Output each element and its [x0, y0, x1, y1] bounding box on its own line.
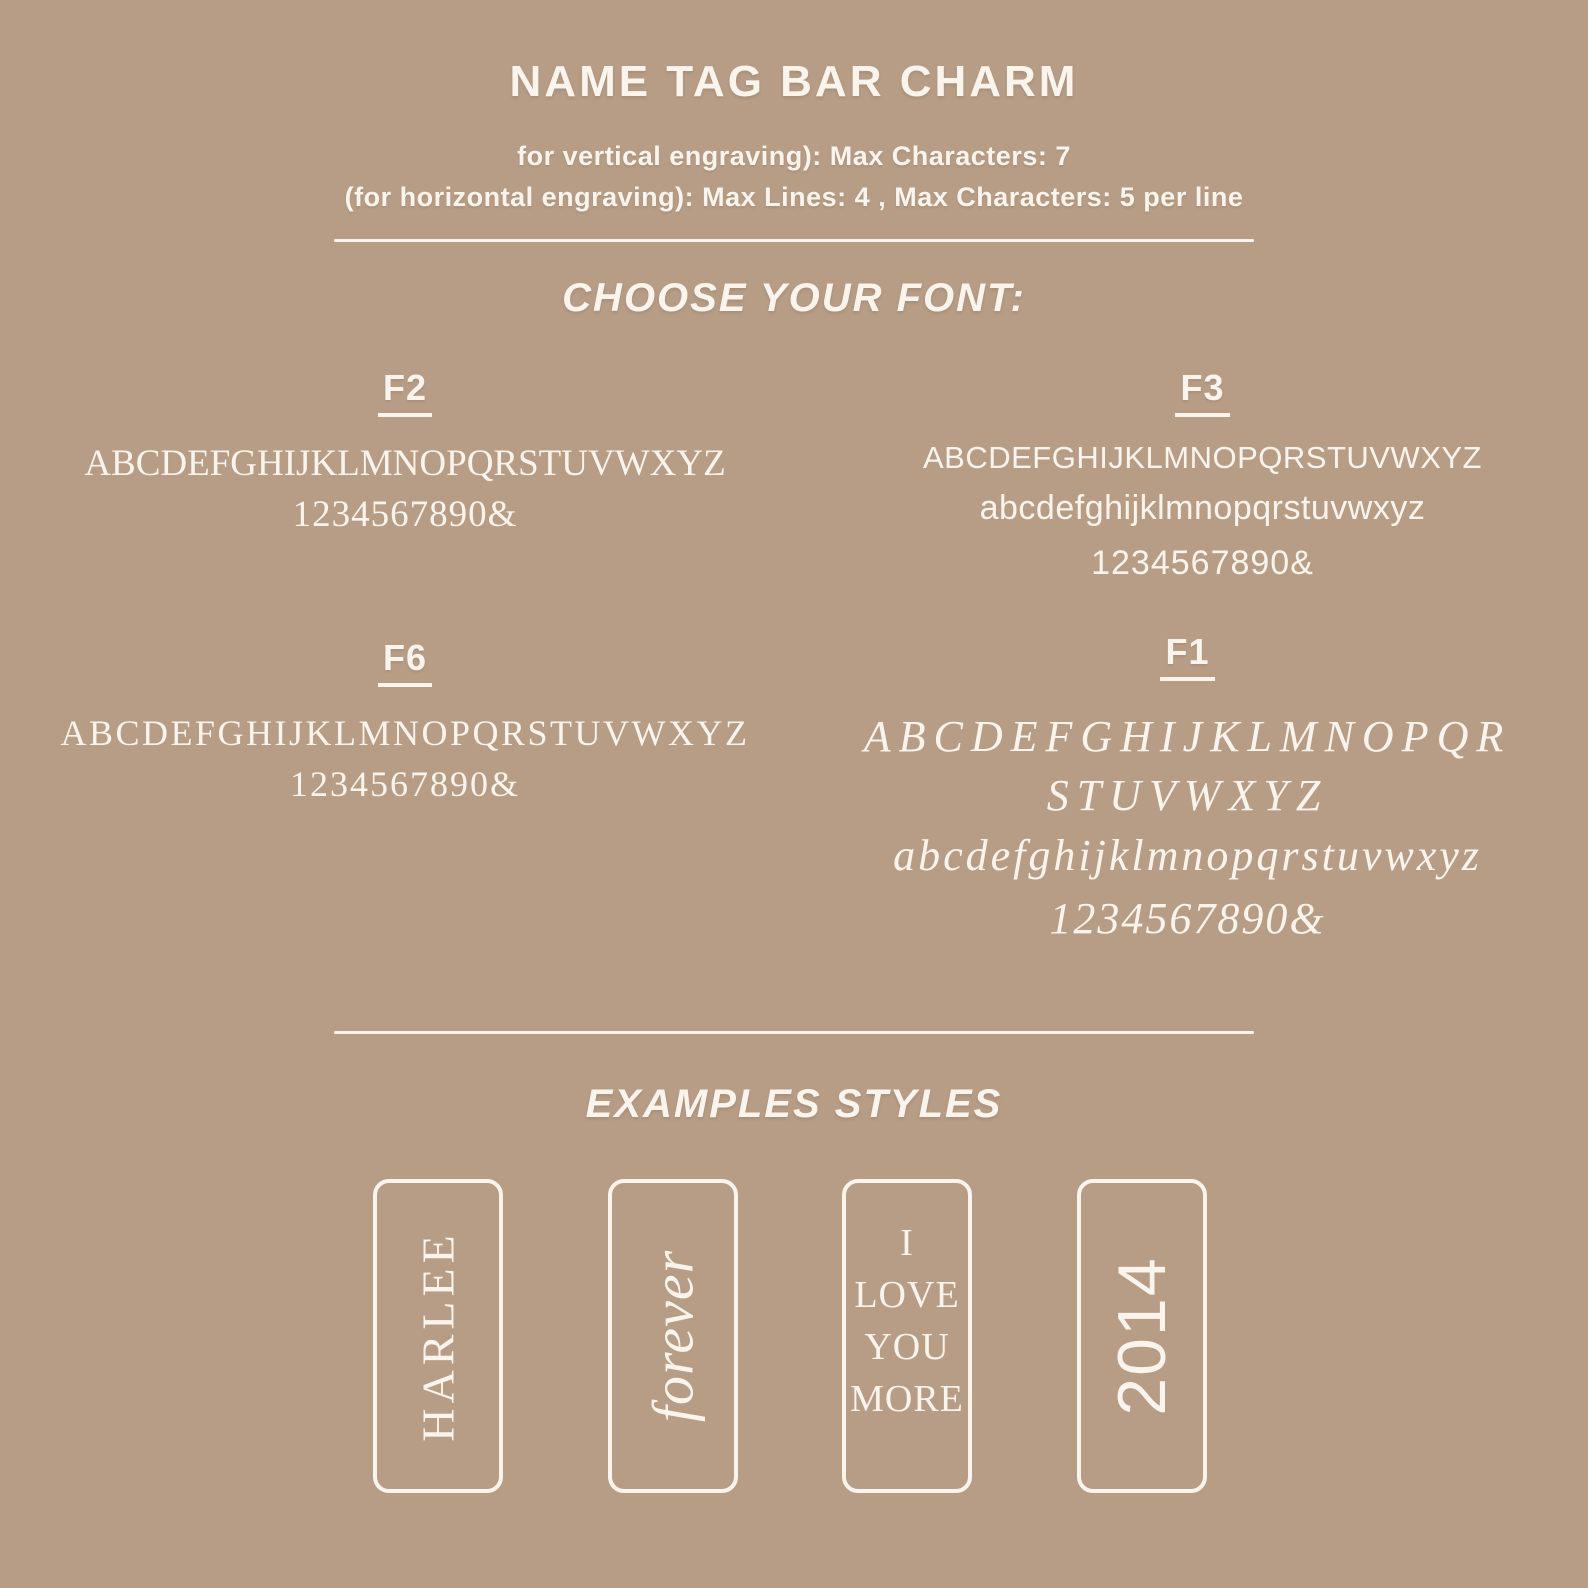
font-sample-f6-caps: ABCDEFGHIJKLMNOPQRSTUVWXYZ	[60, 713, 750, 753]
font-label-f2: F2	[378, 370, 432, 417]
charm-line-1: I	[900, 1222, 914, 1264]
font-sample-f2-numerals: 1234567890&	[292, 494, 518, 535]
examples-heading: EXAMPLES STYLES	[585, 1082, 1003, 1126]
subtitle-line-horizontal: (for horizontal engraving): Max Lines: 4 , Max Characters: 5 per line	[344, 182, 1244, 212]
charm-line-2: LOVE	[854, 1274, 960, 1316]
font-card-f3	[835, 367, 1570, 591]
font-sample-f3-lowercase: abcdefghijklmnopqrstuvwxyz	[979, 489, 1426, 527]
font-card-f2	[40, 367, 770, 541]
charm-text-i-love-you-more	[846, 1217, 968, 1425]
charm-text-harlee: HARLEE	[412, 1230, 464, 1442]
font-card-f1	[800, 631, 1575, 951]
font-sample-f1-caps-2: STUVWXYZ	[1046, 771, 1329, 820]
font-label-f1: F1	[1160, 634, 1214, 681]
font-card-f6	[25, 637, 785, 809]
subtitle-line-vertical: for vertical engraving): Max Characters: 7	[517, 141, 1071, 171]
engraving-limits	[0, 136, 1588, 218]
charm-example-vertical-numerals	[1077, 1179, 1207, 1493]
charm-example-vertical-script	[608, 1179, 738, 1493]
font-sample-f1-lowercase: abcdefghijklmnopqrstuvwxyz	[893, 831, 1482, 880]
font-label-f6: F6	[378, 640, 432, 687]
font-sample-f3-caps: ABCDEFGHIJKLMNOPQRSTUVWXYZ	[923, 440, 1482, 475]
page-title: NAME TAG BAR CHARM	[509, 57, 1079, 106]
font-label-f3: F3	[1175, 370, 1229, 417]
font-sample-f3-numerals: 1234567890&	[1091, 544, 1314, 582]
section-divider-bottom	[334, 1031, 1254, 1034]
font-sample-f1-caps-1: ABCDEFGHIJKLMNOPQR	[863, 712, 1512, 761]
choose-font-heading: CHOOSE YOUR FONT:	[562, 276, 1026, 320]
charm-text-forever: forever	[640, 1249, 706, 1423]
font-sample-f6-numerals: 1234567890&	[289, 764, 520, 804]
font-sample-f2-caps: ABCDEFGHIJKLMNOPQRSTUVWXYZ	[84, 443, 726, 484]
charm-example-vertical-serif	[373, 1179, 503, 1493]
charm-line-3: YOU	[864, 1326, 950, 1368]
font-sample-f1-numerals: 1234567890&	[1049, 894, 1326, 943]
charm-text-2014: 2014	[1104, 1256, 1180, 1416]
charm-example-horizontal-lines	[842, 1179, 972, 1493]
section-divider-top	[334, 239, 1254, 242]
charm-line-4: MORE	[850, 1378, 964, 1420]
